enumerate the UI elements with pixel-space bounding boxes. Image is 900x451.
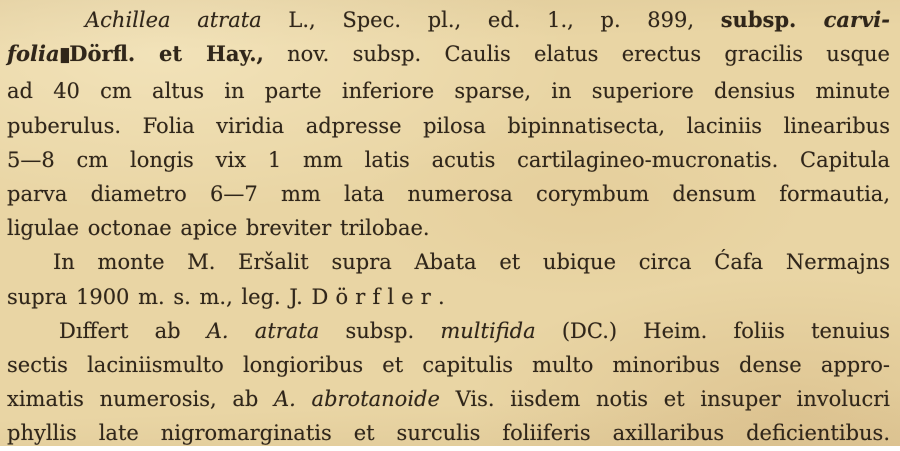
text-segment-roman: sectis laciniismulto longioribus et capitulis multo minoribus dense appro- bbox=[7, 353, 890, 378]
text-segment-bold: subsp. bbox=[720, 7, 824, 32]
text-segment-italic: Achillea atrata bbox=[85, 8, 262, 32]
text-segment-roman: supra 1900 m. s. m., leg. J. bbox=[7, 284, 312, 309]
text-segment-roman: . bbox=[437, 284, 445, 309]
text-segment-roman: In monte M. Eršalit supra Abata et ubique circa Ćafa Nermajns bbox=[53, 250, 890, 275]
text-line bbox=[7, 245, 890, 279]
text-line bbox=[7, 314, 890, 348]
text-segment-roman: 5—8 cm longis vix 1 mm latis acutis cartilagineo-mucronatis. Capitula bbox=[7, 147, 890, 172]
text-segment-roman: phyllis late nigromarginatis et surculis foliiferis axillaribus deficientibus. bbox=[7, 421, 890, 446]
text-line bbox=[7, 211, 890, 245]
text-segment-roman: Dıffert ab bbox=[59, 318, 207, 343]
text-line bbox=[7, 3, 890, 37]
text-segment-roman: (DC.) Heim. foliis tenuius bbox=[535, 318, 890, 343]
text-segment-roman: ligulae octonae apice breviter trilobae. bbox=[7, 216, 430, 241]
text-segment-roman: puberulus. Folia viridia adpresse pilosa bipinnatisecta, laciniis linearibus bbox=[7, 113, 890, 138]
text-line bbox=[7, 37, 890, 74]
text-segment-bolditalic: carvi- bbox=[823, 7, 890, 32]
text-segment-italic: A. atrata bbox=[206, 318, 320, 343]
text-segment-italic: multifida bbox=[440, 318, 536, 343]
text-segment-italic: A. abrotanoide bbox=[274, 387, 440, 412]
text-line bbox=[7, 143, 890, 177]
text-line bbox=[7, 280, 890, 314]
text-line bbox=[7, 74, 890, 108]
text-block bbox=[7, 3, 890, 451]
text-segment-bold: Dörfl. et Hay., bbox=[69, 41, 264, 67]
text-line bbox=[7, 109, 890, 143]
ink-blot-mark: █ bbox=[60, 48, 69, 64]
text-segment-roman: ad 40 cm altus in parte inferiore sparse, in superiore densius minute bbox=[7, 79, 890, 104]
text-line bbox=[7, 177, 890, 211]
text-segment-roman: Vis. iisdem notis et insuper involucri bbox=[439, 387, 891, 412]
text-segment-roman: L., Spec. pl., ed. 1., p. 899, bbox=[261, 8, 721, 32]
text-segment-roman: parva diametro 6—7 mm lata numerosa corymbum densum formautia, bbox=[7, 182, 890, 207]
text-segment-roman: ximatis numerosis, ab bbox=[7, 387, 275, 412]
text-segment-roman: nov. subsp. Caulis elatus erectus gracilis usque bbox=[263, 42, 890, 67]
text-segment-spaced: Dörfler bbox=[311, 284, 438, 309]
text-line bbox=[7, 382, 890, 416]
text-line bbox=[7, 348, 890, 382]
text-segment-bolditalic: folia bbox=[7, 41, 60, 67]
text-segment-roman: subsp. bbox=[319, 318, 441, 343]
